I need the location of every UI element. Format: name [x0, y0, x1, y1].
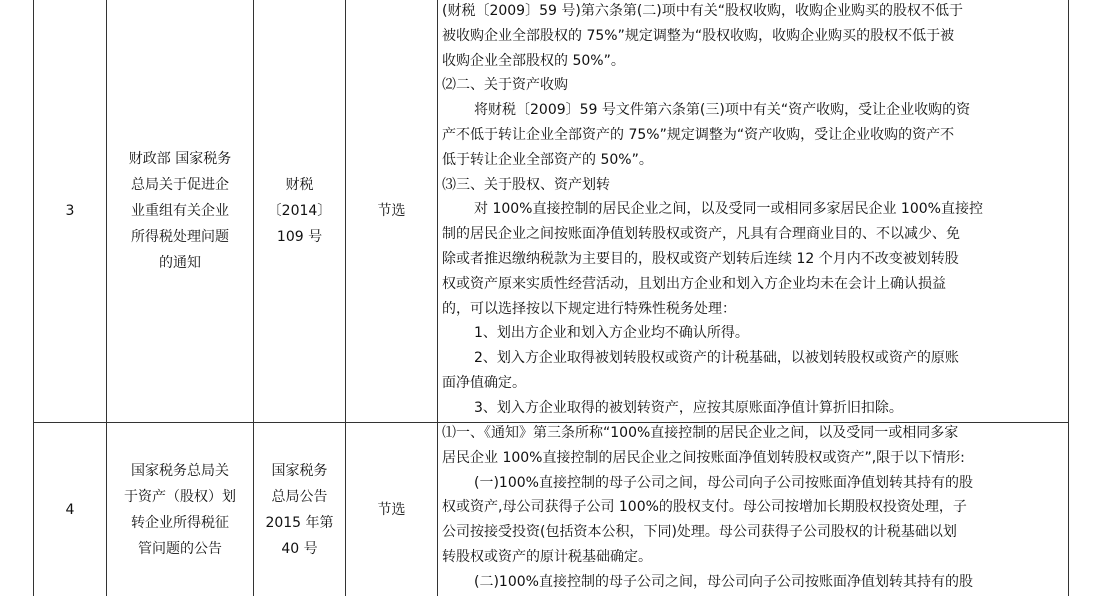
document-number — [254, 0, 345, 422]
content-line: (财税〔2009〕59 号)第六条第(二)项中有关“股权收购，收购企业购买的股权不低于 — [442, 3, 963, 19]
excerpt-type: 节选 — [377, 501, 406, 518]
content-line: (一)100%直接控制的母子公司之间，母公司向子公司按账面净值划转其持有的股 — [474, 474, 973, 491]
title-line: 所得税处理问题 — [130, 229, 229, 245]
content-line: 对 100%直接控制的居民企业之间，以及受同一或相同多家居民企业 100%直接控 — [474, 201, 983, 218]
table-border-right — [1068, 0, 1069, 596]
content-line: ⑴一、《通知》第三条所称“100%直接控制的居民企业之间，以及受同一或相同多家 — [442, 425, 959, 441]
title-line: 的通知 — [158, 255, 201, 271]
title-line: 财政部 国家税务 — [128, 151, 232, 167]
content-line: 除或者推迟缴纳税款为主要目的，股权或资产划转后连续 12 个月内不改变被划转股 — [442, 250, 959, 267]
content-line: 将财税〔2009〕59 号文件第六条第(三)项中有关“资产收购，受让企业收购的资 — [474, 102, 971, 119]
content-line: 3、划入方企业取得的被划转资产，应按其原账面净值计算折旧扣除。 — [474, 399, 903, 416]
doc-number-line: 109 号 — [276, 229, 323, 245]
title-line: 国家税务总局关 — [131, 462, 229, 479]
document-number — [254, 423, 345, 596]
doc-number-line: 总局公告 — [271, 488, 328, 505]
content-line: 低于转让企业全部资产的 50%”。 — [442, 151, 653, 168]
title-line: 转企业所得税征 — [131, 514, 229, 531]
excerpt-type: 节选 — [377, 203, 406, 219]
content-line: 的，可以选择按以下规定进行特殊性税务处理： — [442, 300, 736, 317]
content-line: 收购企业全部股权的 50%”。 — [442, 52, 625, 69]
content-cell — [442, 421, 1066, 595]
content-line: 制的居民企业之间按账面净值划转股权或资产，凡具有合理商业目的、不以减少、免 — [442, 226, 960, 243]
doc-number-line: 财税 — [285, 177, 314, 193]
content-line: 面净值确定。 — [442, 374, 526, 391]
document-title — [107, 0, 253, 422]
title-line: 于资产（股权）划 — [124, 488, 236, 505]
document-title — [107, 423, 253, 596]
content-line: 转股权或资产的原计税基础确定。 — [442, 548, 652, 565]
content-line: 产不低于转让企业全部资产的 75%”规定调整为“资产收购，受让企业收购的资产不 — [442, 126, 955, 143]
content-line: 1、划出方企业和划入方企业均不确认所得。 — [474, 325, 749, 342]
content-line: 居民企业 100%直接控制的居民企业之间按账面净值划转股权或资产”,限于以下情形: — [442, 449, 965, 466]
doc-number-line: 40 号 — [281, 540, 318, 557]
column-divider-type — [437, 0, 438, 596]
row-number: 4 — [65, 501, 75, 518]
content-line: 公司按接受投资(包括资本公积，下同)处理。母公司获得子公司股权的计税基础以划 — [442, 524, 957, 541]
content-line: 权或资产,母公司获得子公司 100%的股权支付。母公司按增加长期股权投资处理，子 — [442, 499, 967, 516]
content-line: (二)100%直接控制的母子公司之间，母公司向子公司按账面净值划转其持有的股 — [474, 573, 973, 590]
row-number: 3 — [65, 203, 75, 219]
title-line: 管问题的公告 — [138, 540, 222, 557]
content-line: ⑵二、关于资产收购 — [442, 77, 568, 94]
doc-number-line: 〔2014〕 — [267, 203, 332, 219]
content-line: ⑶三、关于股权、资产划转 — [442, 176, 610, 193]
title-line: 总局关于促进企 — [130, 177, 229, 193]
doc-number-line: 2015 年第 — [265, 514, 334, 531]
content-line: 被收购企业全部股权的 75%”规定调整为“股权收购，收购企业购买的股权不低于被 — [442, 27, 955, 44]
content-cell — [442, 0, 1066, 421]
doc-number-line: 国家税务 — [271, 462, 328, 479]
content-line: 2、划入方企业取得被划转股权或资产的计税基础，以被划转股权或资产的原账 — [474, 350, 959, 367]
title-line: 业重组有关企业 — [130, 203, 229, 219]
content-line: 权或资产原来实质性经营活动，且划出方企业和划入方企业均未在会计上确认损益 — [442, 275, 946, 292]
